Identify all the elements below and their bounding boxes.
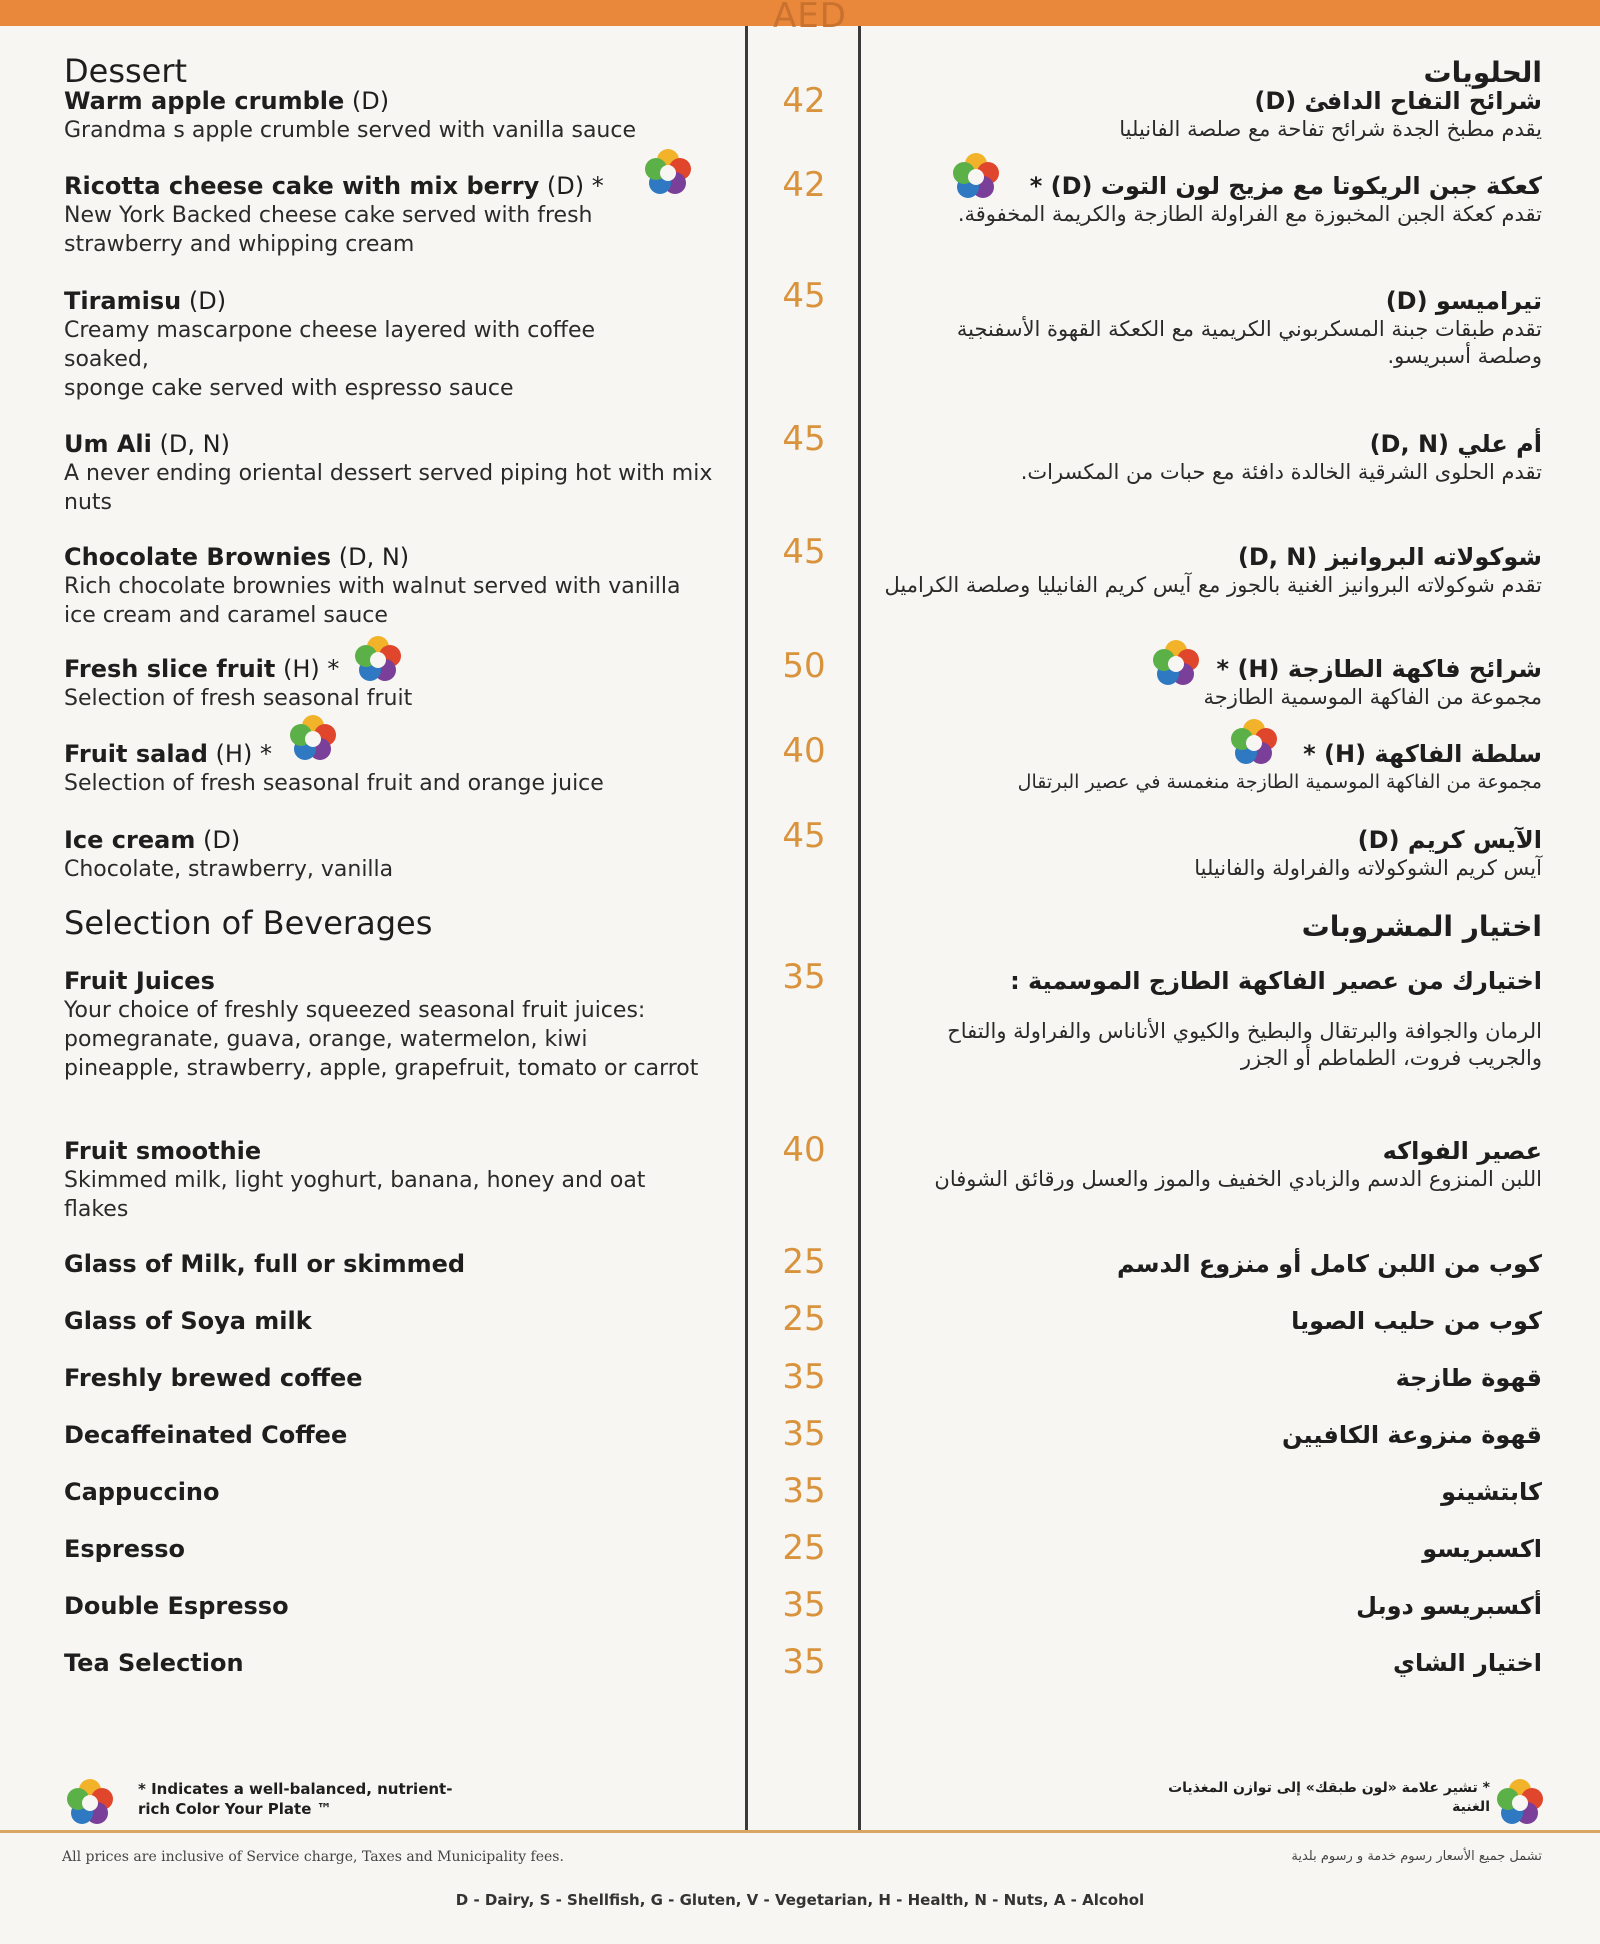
item-price: 35 <box>782 1357 826 1397</box>
item-price: 35 <box>782 1642 826 1682</box>
item-description-ar: الرمان والجوافة والبرتقال والبطيخ والكيوي الأناناس والفراولة والتفاح والجريب فروت، الطماطم أو الجزر <box>947 1019 1542 1070</box>
prices-note-ar: تشمل جميع الأسعار رسوم خدمة و رسوم بلدية <box>1291 1849 1542 1864</box>
menu-item <box>64 87 724 145</box>
item-price: 40 <box>782 1130 826 1170</box>
item-name-ar: كوب من حليب الصويا <box>1291 1307 1542 1335</box>
item-name: Chocolate Brownies <box>64 543 332 571</box>
item-description-line2: sponge cake served with espresso sauce <box>64 376 514 401</box>
menu-item <box>64 543 724 630</box>
section-title-beverages-ar: اختيار المشروبات <box>1301 910 1542 943</box>
menu-item <box>64 430 724 517</box>
item-description: Selection of fresh seasonal fruit <box>64 686 413 711</box>
item-name: Ricotta cheese cake with mix berry <box>64 172 540 200</box>
item-name-ar: شرائح التفاح الدافئ (D) <box>1254 87 1542 115</box>
item-price: 35 <box>782 1585 826 1625</box>
item-description-ar: تقدم الحلوى الشرقية الخالدة دافئة مع حبات من المكسرات. <box>1020 460 1542 484</box>
item-tags: (D) <box>195 826 241 854</box>
item-name: Warm apple crumble <box>64 87 345 115</box>
item-name-ar: تيراميسو (D) <box>1385 287 1542 315</box>
item-description: New York Backed cheese cake served with fresh strawberry and whipping cream <box>64 203 593 257</box>
menu-item <box>64 172 724 259</box>
section-title-dessert: Dessert <box>64 52 188 90</box>
item-name-ar: شوكولاته البروانيز (D, N) <box>1237 543 1542 571</box>
allergen-legend: D - Dairy, S - Shellfish, G - Gluten, V - Vegetarian, H - Health, N - Nuts, A - Alcohol <box>455 1891 1145 1909</box>
item-name: Fruit smoothie <box>64 1137 262 1165</box>
item-description: Creamy mascarpone cheese layered with coffee soaked, <box>64 318 596 372</box>
menu-item <box>64 1649 724 1678</box>
item-description-ar: اللبن المنزوع الدسم والزبادي الخفيف والموز والعسل ورقائق الشوفان <box>934 1167 1542 1191</box>
item-description: Rich chocolate brownies with walnut served with vanilla ice cream and caramel sauce <box>64 574 681 628</box>
prices-note: All prices are inclusive of Service charge, Taxes and Municipality fees. <box>62 1849 564 1865</box>
item-name-ar: اختيار الشاي <box>1393 1649 1542 1677</box>
menu-item-ar <box>842 1535 1542 1564</box>
menu-item-ar <box>842 543 1542 599</box>
item-name-ar: أم علي (D, N) <box>1369 430 1542 458</box>
menu-item <box>64 1592 724 1621</box>
item-price: 35 <box>782 1414 826 1454</box>
item-description: Your choice of freshly squeezed seasonal fruit juices: pomegranate, guava, orange, watermelon, kiwi pineapple, strawberry, apple, grapefruit, tomato or carrot <box>64 998 699 1081</box>
menu-item-ar <box>842 287 1542 370</box>
menu-item-ar <box>842 826 1542 882</box>
item-name: Glass of Milk, full or skimmed <box>64 1250 466 1278</box>
item-description-ar: تقدم شوكولاته البروانيز الغنية بالجوز مع آيس كريم الفانيليا وصلصة الكراميل <box>884 573 1542 597</box>
item-description-ar: مجموعة من الفاكهة الموسمية الطازجة منغمسة في عصير البرتقال <box>1017 771 1542 793</box>
item-name: Ice cream <box>64 826 196 854</box>
item-name-ar: اكسبريسو <box>1422 1535 1542 1563</box>
item-description-ar: آيس كريم الشوكولاته والفراولة والفانيليا <box>1194 856 1542 880</box>
price-column-left-rule <box>745 26 748 1833</box>
menu-item-ar <box>842 172 1542 228</box>
color-your-plate-icon <box>950 150 1002 202</box>
item-name-ar: سلطة الفاكهة (H) * <box>1303 740 1542 768</box>
section-title-dessert-ar: الحلويات <box>1423 56 1542 89</box>
menu-item-ar <box>842 1137 1542 1193</box>
item-name-ar: شرائح فاكهة الطازجة (H) * <box>1216 655 1542 683</box>
item-name: Glass of Soya milk <box>64 1307 312 1335</box>
item-description: Skimmed milk, light yoghurt, banana, honey and oat flakes <box>64 1168 646 1222</box>
item-name: Espresso <box>64 1535 186 1563</box>
menu-item-ar <box>842 87 1542 143</box>
color-your-plate-icon <box>352 633 404 685</box>
item-price: 25 <box>782 1528 826 1568</box>
menu-item-ar <box>842 1307 1542 1336</box>
item-name: Decaffeinated Coffee <box>64 1421 348 1449</box>
item-tags: (D) <box>344 87 390 115</box>
item-tags: (D, N) <box>151 430 230 458</box>
menu-item <box>64 1478 724 1507</box>
item-name-ar: عصير الفواكه <box>1382 1137 1542 1165</box>
color-your-plate-icon <box>1494 1776 1546 1828</box>
item-price: 45 <box>782 276 826 316</box>
menu-item-ar <box>842 1364 1542 1393</box>
item-name-ar: قهوة طازجة <box>1395 1364 1542 1392</box>
menu-item-ar <box>842 1250 1542 1279</box>
item-description: Grandma s apple crumble served with vanilla sauce <box>64 118 637 143</box>
item-name: Tea Selection <box>64 1649 244 1677</box>
item-tags: (H) * <box>275 655 340 683</box>
item-name: Fruit Juices <box>64 967 215 995</box>
item-name: Cappuccino <box>64 1478 220 1506</box>
item-description-ar: مجموعة من الفاكهة الموسمية الطازجة <box>1203 685 1542 709</box>
item-name-ar: كعكة جبن الريكوتا مع مزيج لون التوت (D) * <box>1029 172 1542 200</box>
item-price: 35 <box>782 957 826 997</box>
item-name: Fruit salad <box>64 740 208 768</box>
item-price: 42 <box>782 165 826 205</box>
menu-item <box>64 967 724 1083</box>
menu-item <box>64 1535 724 1564</box>
menu-item-ar <box>842 430 1542 486</box>
section-title-beverages: Selection of Beverages <box>64 904 433 942</box>
menu-item <box>64 1364 724 1393</box>
color-your-plate-icon <box>64 1776 116 1828</box>
menu-item-ar <box>842 1421 1542 1450</box>
item-name: Freshly brewed coffee <box>64 1364 363 1392</box>
item-price: 40 <box>782 731 826 771</box>
item-name-ar: كابتشينو <box>1441 1478 1542 1506</box>
item-price: 25 <box>782 1242 826 1282</box>
color-your-plate-icon <box>1228 716 1280 768</box>
currency-label: AED <box>773 0 847 36</box>
item-name-ar: الآيس كريم (D) <box>1357 826 1542 854</box>
item-name: Double Espresso <box>64 1592 289 1620</box>
footer-rule <box>0 1830 1600 1833</box>
item-name: Um Ali <box>64 430 152 458</box>
item-name-ar: أكسبريسو دوبل <box>1356 1592 1542 1620</box>
menu-item-ar <box>842 740 1542 796</box>
color-your-plate-icon <box>642 146 694 198</box>
menu-item-ar <box>842 1649 1542 1678</box>
color-your-plate-icon <box>1150 637 1202 689</box>
item-description: Selection of fresh seasonal fruit and orange juice <box>64 771 604 796</box>
menu-item <box>64 1307 724 1336</box>
menu-item <box>64 826 724 884</box>
item-description: A never ending oriental dessert served piping hot with mix nuts <box>64 461 713 515</box>
menu-item-ar <box>842 1478 1542 1507</box>
item-name-ar: اختيارك من عصير الفاكهة الطازج الموسمية : <box>1010 967 1542 995</box>
menu-item <box>64 740 724 798</box>
item-name: Tiramisu <box>64 287 182 315</box>
item-name-ar: كوب من اللبن كامل أو منزوع الدسم <box>1117 1250 1542 1278</box>
item-price: 45 <box>782 532 826 572</box>
item-price: 42 <box>782 81 826 121</box>
menu-item <box>64 287 724 403</box>
item-tags: (D) <box>181 287 227 315</box>
color-your-plate-note-ar: * تشير علامة «لون طبقك» إلى توازن المغذيات الغنية <box>1168 1780 1490 1815</box>
item-tags: (D, N) <box>331 543 410 571</box>
color-your-plate-note: * Indicates a well-balanced, nutrient-rich Color Your Plate ™ <box>138 1780 453 1818</box>
item-name-ar: قهوة منزوعة الكافيين <box>1281 1421 1542 1449</box>
item-price: 45 <box>782 419 826 459</box>
menu-item <box>64 1137 724 1224</box>
item-price: 45 <box>782 816 826 856</box>
menu-item <box>64 1421 724 1450</box>
item-price: 35 <box>782 1471 826 1511</box>
item-description-ar: يقدم مطبخ الجدة شرائح تفاحة مع صلصة الفانيليا <box>1119 117 1542 141</box>
item-name: Fresh slice fruit <box>64 655 276 683</box>
color-your-plate-icon <box>287 712 339 764</box>
item-description-ar: تقدم كعكة الجبن المخبوزة مع الفراولة الطازجة والكريمة المخفوقة. <box>957 202 1542 226</box>
item-tags: (D) * <box>539 172 604 200</box>
item-price: 25 <box>782 1299 826 1339</box>
menu-item-ar <box>842 967 1542 1072</box>
item-description: Chocolate, strawberry, vanilla <box>64 857 394 882</box>
item-price: 50 <box>782 646 826 686</box>
item-description-ar: تقدم طبقات جبنة المسكربوني الكريمية مع الكعكة القهوة الأسفنجية وصلصة أسبريسو. <box>956 317 1542 368</box>
item-tags: (H) * <box>207 740 272 768</box>
menu-item-ar <box>842 1592 1542 1621</box>
menu-item <box>64 1250 724 1279</box>
